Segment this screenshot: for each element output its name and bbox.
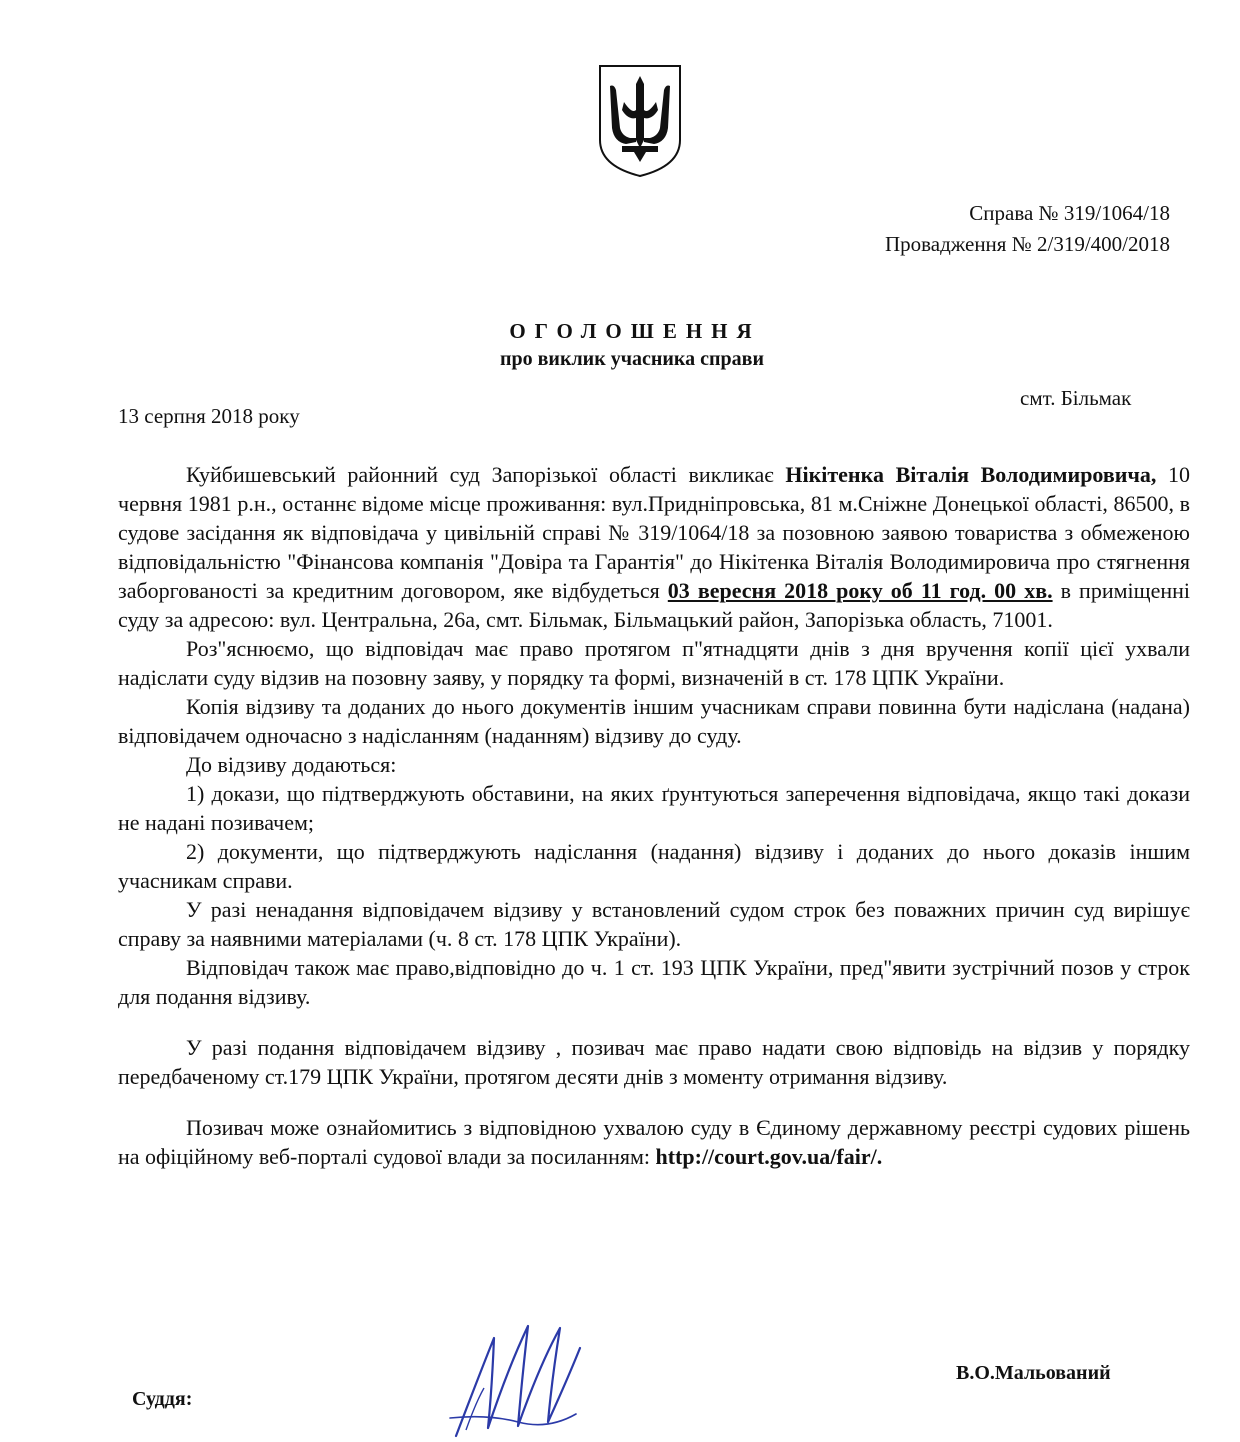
- announcement-title: [0, 316, 1240, 372]
- defendant-name: Нікітенка Віталія Володимировича,: [785, 462, 1157, 487]
- case-numbers: [885, 198, 1170, 260]
- paragraph-reply: У разі подання відповідачем відзиву , позивач має право надати свою відповідь на відзив у порядку передбаченому ст.179 ЦПК України, протягом десяти днів з моменту отримання відзиву.: [118, 1035, 1190, 1089]
- paragraph-item-2: 2) документи, що підтверджують надіслання (надання) відзиву і доданих до нього доказів іншим учасникам справи.: [118, 839, 1190, 893]
- date: 13 серпня 2018 року: [118, 404, 300, 428]
- paragraph-attachments: До відзиву додаються:: [186, 752, 397, 777]
- trident-coat-of-arms-icon: [596, 62, 684, 180]
- registry-link[interactable]: http://court.gov.ua/fair/.: [655, 1144, 883, 1169]
- handwritten-signature: [448, 1318, 588, 1442]
- paragraph-registry: [118, 1113, 1190, 1171]
- place: смт. Більмак: [1020, 386, 1132, 410]
- judge-name: В.О.Мальований: [956, 1362, 1111, 1384]
- hearing-datetime: 03 вересня 2018 року об 11 год. 00 хв.: [667, 578, 1053, 603]
- paragraph-counterclaim: Відповідач також має право,відповідно до ч. 1 ст. 193 ЦПК України, пред"явити зустрічний позов у строк для подання відзиву.: [118, 955, 1190, 1009]
- paragraph-copy: Копія відзиву та доданих до нього документів іншим учасникам справи повинна бути надіслана (надана) відповідачем одночасно з надісланням (наданням) відзиву до суду.: [118, 694, 1190, 748]
- announcement-body: [118, 460, 1190, 1171]
- paragraph-rights: Роз"яснюємо, що відповідач має право протягом п"ятнадцяти днів з дня вручення копії цієї ухвали надіслати суду відзив на позовну заяву, у порядку та формі, визначеній в ст. 178 ЦПК України.: [118, 636, 1190, 690]
- title-subtitle: про виклик учасника справи: [499, 348, 765, 370]
- registry-text: Позивач може ознайомитись з відповідною ухвалою суду в Єдиному державному реєстрі судових рішень на офіційному веб-порталі судової влади за посиланням:: [118, 1115, 1190, 1169]
- paragraph-summons: [118, 460, 1190, 634]
- summons-text-a: Куйбишевський районний суд Запорізької області викликає: [186, 462, 786, 487]
- summons-text-b: 10 червня 1981 р.н., останнє відоме місце проживання: вул.Придніпровська, 81 м.Сніжне Донецької області, 86500, в судове засідання як відповідача у цивільній справі № 319/1064/18 за позовною заявою товариства з обмеженою відповідальністю "Фінансова компанія "Довіра та Гарантія" до Нікітенка Віталія Володимировича про стягнення заборгованості за кредитним договором, яке відбудеться: [118, 462, 1190, 603]
- paragraph-no-response: У разі ненадання відповідачем відзиву у встановлений судом строк без поважних причин суд вирішує справу за наявними матеріалами (ч. 8 ст. 178 ЦПК України).: [118, 897, 1190, 951]
- judge-label: Суддя:: [132, 1388, 193, 1410]
- summons-text-c: в приміщенні суду за адресою: вул. Центральна, 26а, смт. Більмак, Більмацький район, Запорізька область, 71001.: [118, 578, 1190, 632]
- case-number: Справа № 319/1064/18: [969, 201, 1170, 225]
- title-main: ОГОЛОШЕННЯ: [509, 319, 761, 343]
- proceeding-number: Провадження № 2/319/400/2018: [884, 232, 1170, 256]
- paragraph-item-1: 1) докази, що підтверджують обставини, на яких ґрунтуються заперечення відповідача, якщо такі докази не надані позивачем;: [118, 781, 1190, 835]
